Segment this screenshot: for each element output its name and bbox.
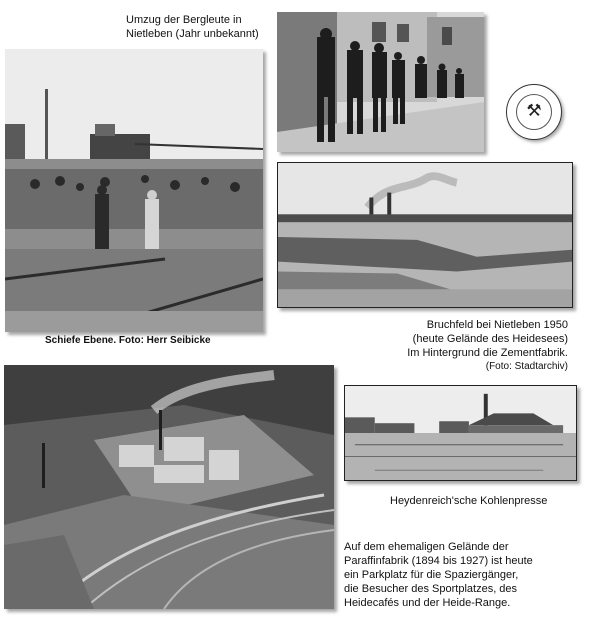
procession-caption: Umzug der Bergleute in Nietleben (Jahr unbekannt) — [126, 14, 259, 40]
paraffin-factory-aerial-photo — [4, 365, 334, 609]
quarry-field-photo — [277, 162, 573, 308]
hammer-and-pick-seal-icon: ⚒ — [506, 84, 562, 140]
miners-procession-photo — [277, 12, 484, 152]
paraffin-caption: Auf dem ehemaligen Gelände der Paraffinfabrik (1894 bis 1927) ist heute ein Parkplatz für die Spaziergänger, die Besucher des Sportplatzes, des Heidecafés und der Heide-Range. — [344, 541, 533, 609]
coal-press-caption: Heydenreich'sche Kohlenpresse — [390, 495, 548, 507]
inclined-plane-caption: Schiefe Ebene. Foto: Herr Seibicke — [45, 335, 211, 346]
coal-press-photo — [344, 385, 577, 481]
inclined-plane-photo — [5, 49, 263, 332]
quarry-field-caption: Bruchfeld bei Nietleben 1950 (heute Gelände des Heidesees) Im Hintergrund die Zementfabrik. (Foto: Stadtarchiv) — [407, 319, 568, 372]
